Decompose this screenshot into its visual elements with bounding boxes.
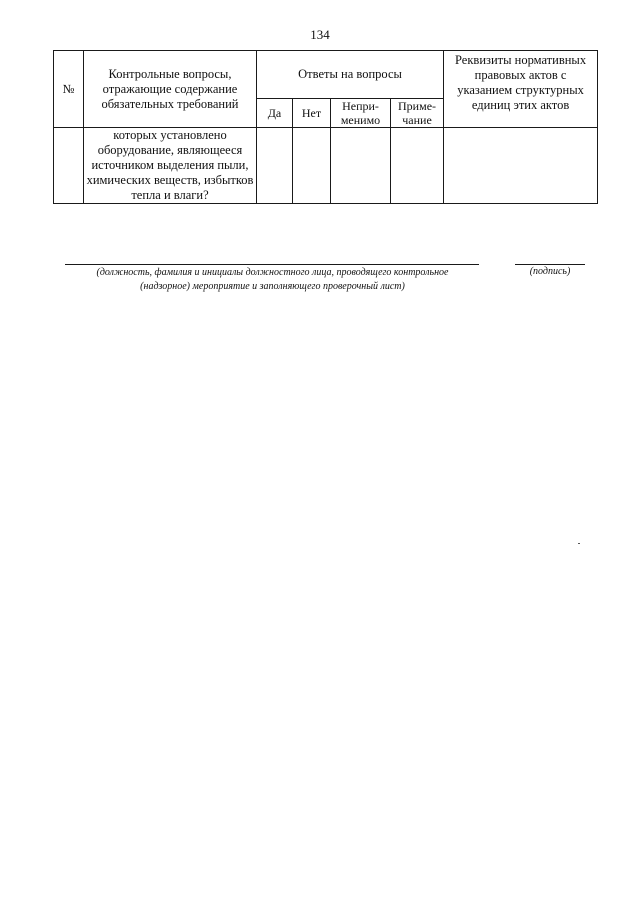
row-number-cell	[54, 128, 84, 204]
header-questions: Контрольные вопросы, отражающие содержание обязательных требований	[84, 51, 257, 128]
row-not-applicable-cell	[331, 128, 391, 204]
row-requisites-cell	[444, 128, 598, 204]
header-answers: Ответы на вопросы	[257, 51, 444, 99]
signature-caption-position: (должность, фамилия и инициалы должностного лица, проводящего контрольное (надзорное) мероприятие и заполняющего проверочный лист)	[96, 267, 449, 292]
signature-line-sign	[515, 264, 585, 265]
checklist-table	[53, 50, 598, 204]
table-row	[54, 128, 598, 204]
row-no-cell	[293, 128, 331, 204]
header-note: Приме-чание	[391, 98, 444, 127]
row-note-cell	[391, 128, 444, 204]
header-number: №	[54, 51, 84, 128]
row-yes-cell	[257, 128, 293, 204]
header-yes: Да	[257, 98, 293, 127]
header-no: Нет	[293, 98, 331, 127]
header-not-applicable: Непри-менимо	[331, 98, 391, 127]
scan-speck	[578, 543, 580, 544]
page-number: 134	[310, 27, 330, 42]
signature-caption-sign: (подпись)	[529, 266, 571, 277]
header-requisites: Реквизиты нормативных правовых актов с указанием структурных единиц этих актов	[444, 51, 598, 128]
signature-line-position	[65, 264, 479, 265]
row-question-cell: которых установлено оборудование, являющееся источником выделения пыли, химических веществ, избытков тепла и влаги?	[84, 128, 257, 204]
